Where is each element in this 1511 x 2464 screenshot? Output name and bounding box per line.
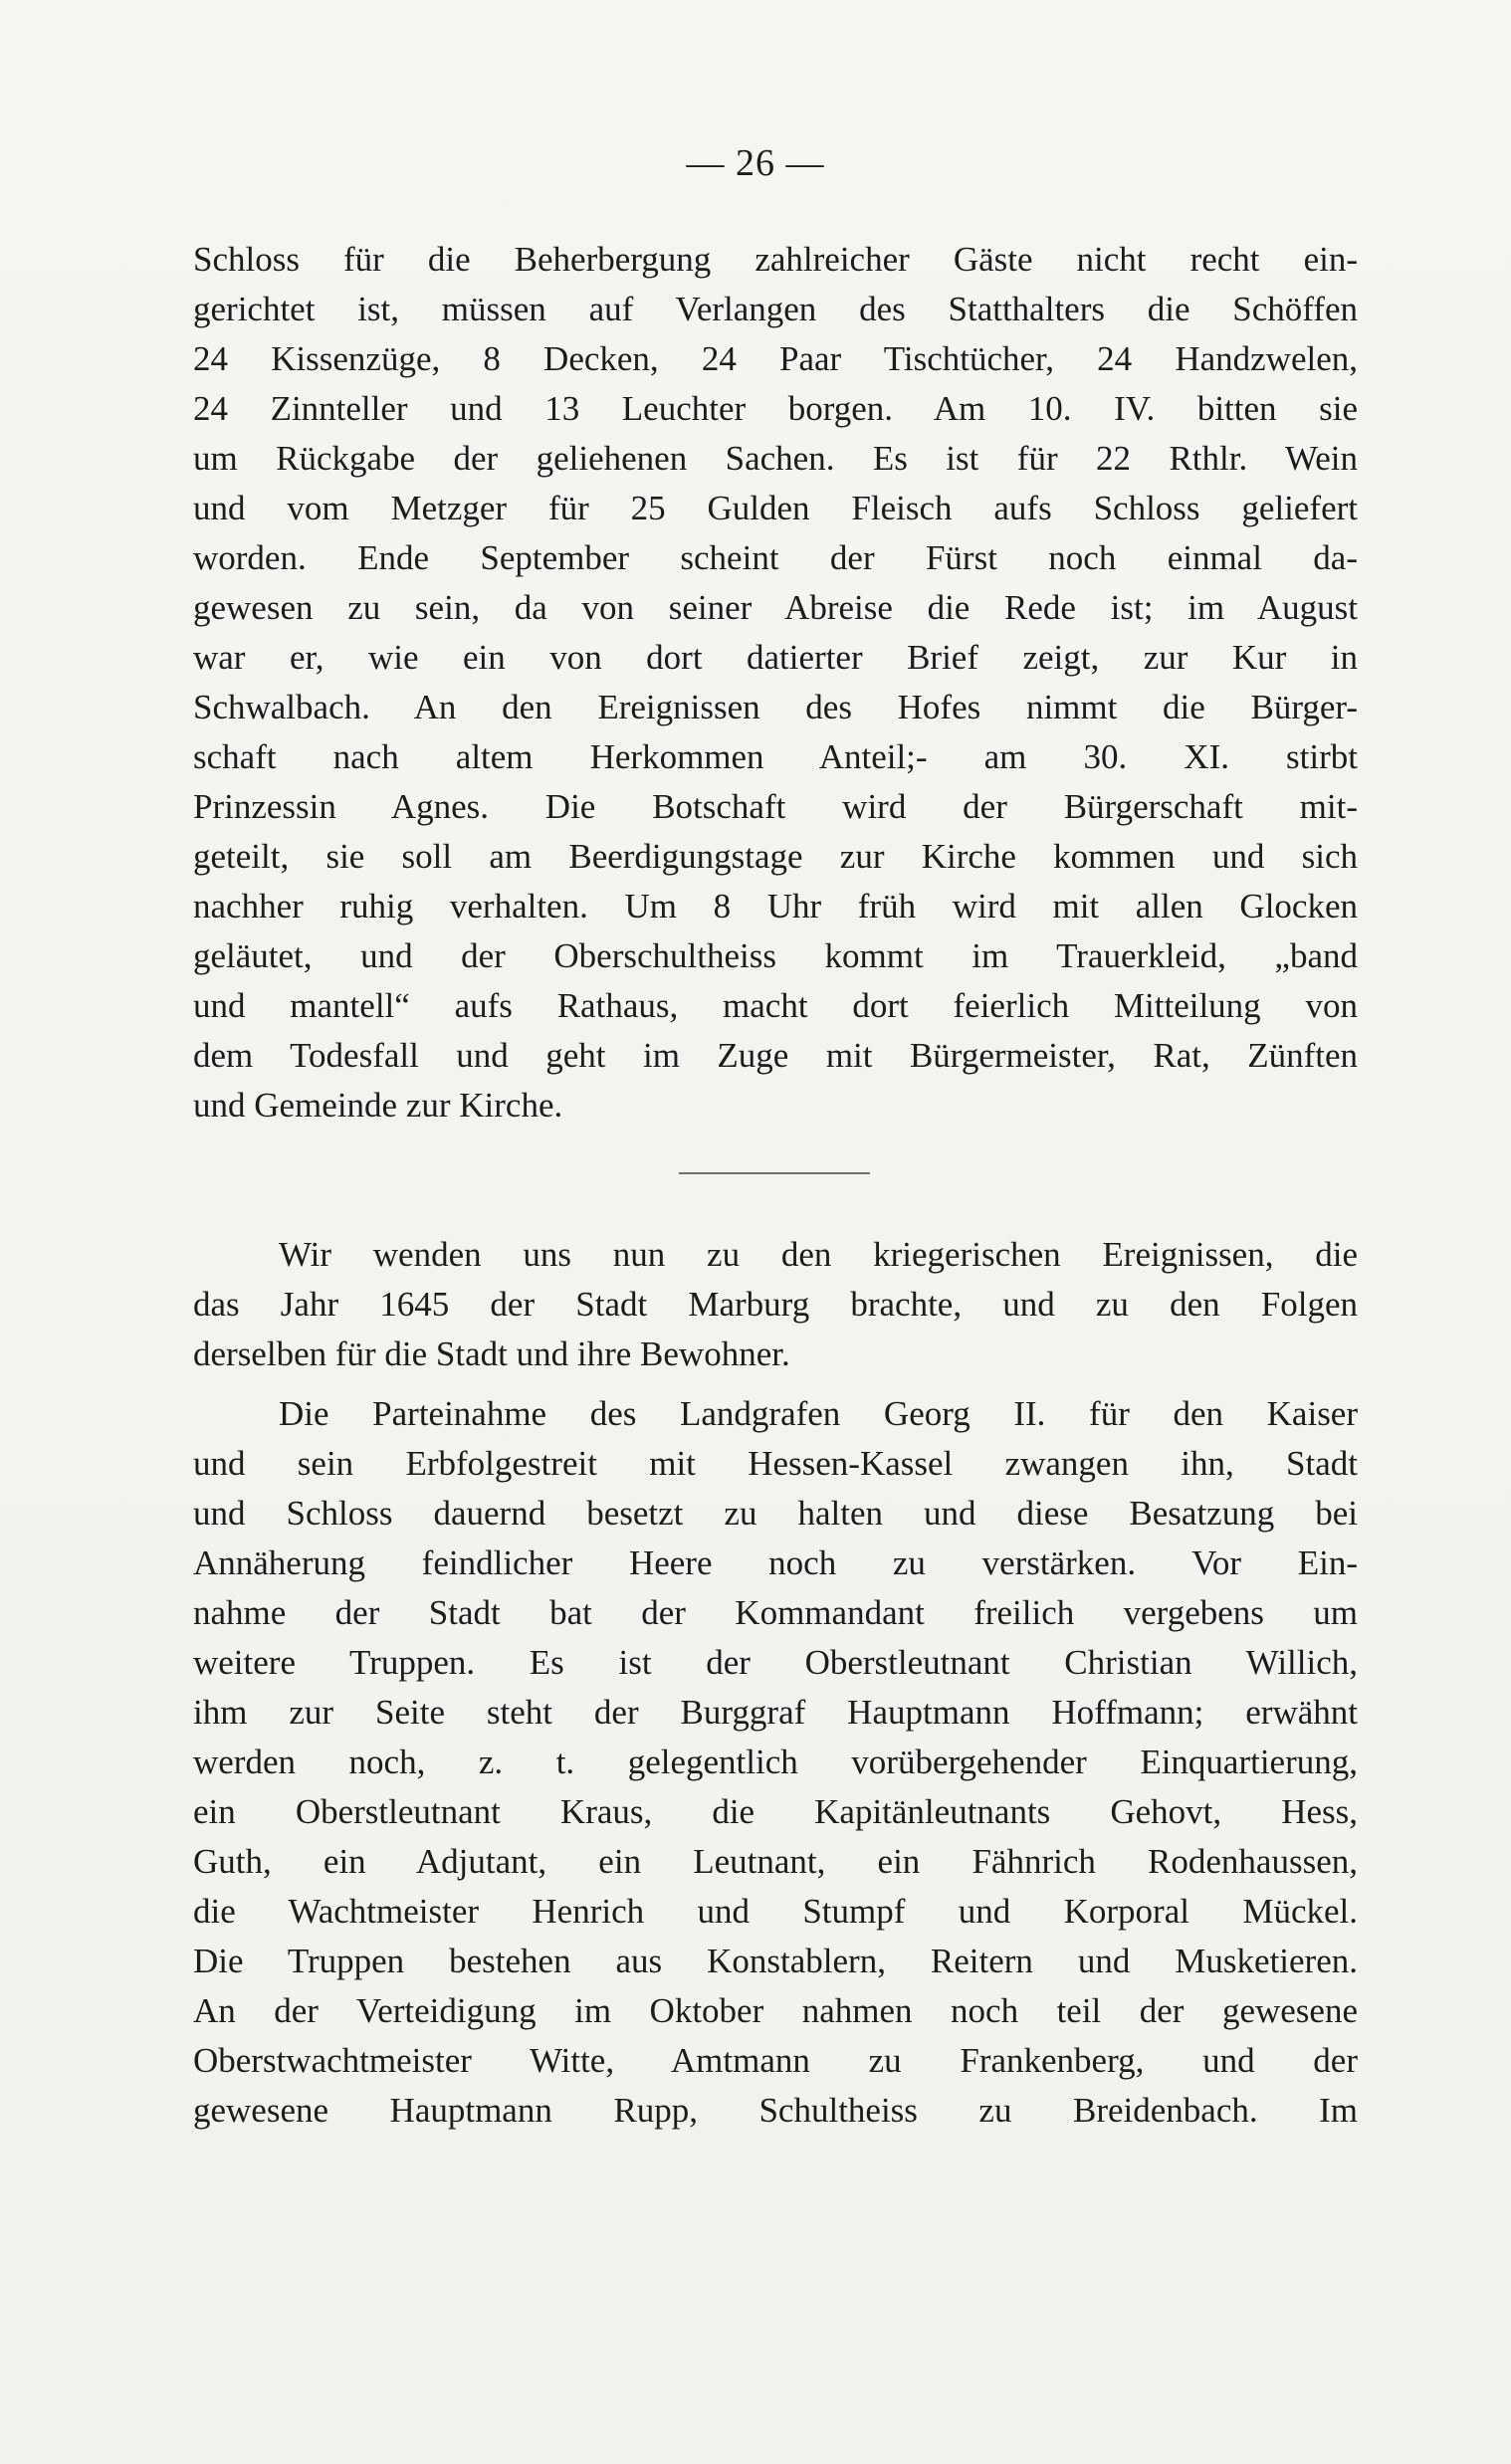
text-line: gewesen zu sein, da von seiner Abreise die Rede ist; im August: [193, 588, 1358, 627]
text-line: Wir wenden uns nun zu den kriegerischen Ereignissen, die: [279, 1235, 1358, 1274]
text-line: 24 Kissenzüge, 8 Decken, 24 Paar Tischtücher, 24 Handzwelen,: [193, 339, 1358, 378]
text-line: gerichtet ist, müssen auf Verlangen des Statthalters die Schöffen: [193, 290, 1358, 328]
text-line: nachher ruhig verhalten. Um 8 Uhr früh wird mit allen Glocken: [193, 887, 1358, 925]
text-line: Schwalbach. An den Ereignissen des Hofes nimmt die Bürger-: [193, 688, 1358, 726]
text-line: werden noch, z. t. gelegentlich vorübergehender Einquartierung,: [193, 1743, 1358, 1781]
text-line: schaft nach altem Herkommen Anteil;- am 30. XI. stirbt: [193, 737, 1358, 776]
text-line: nahme der Stadt bat der Kommandant freilich vergebens um: [193, 1593, 1358, 1632]
text-line: Annäherung feindlicher Heere noch zu verstärken. Vor Ein-: [193, 1543, 1358, 1582]
section-divider: [679, 1172, 870, 1174]
text-line: gewesene Hauptmann Rupp, Schultheiss zu Breidenbach. Im: [193, 2091, 1358, 2130]
text-line: ein Oberstleutnant Kraus, die Kapitänleutnants Gehovt, Hess,: [193, 1792, 1358, 1831]
page-number: — 26 —: [686, 142, 825, 184]
text-line: geteilt, sie soll am Beerdigungstage zur Kirche kommen und sich: [193, 837, 1358, 876]
text-line: Guth, ein Adjutant, ein Leutnant, ein Fähnrich Rodenhaussen,: [193, 1842, 1358, 1881]
text-line: Oberstwachtmeister Witte, Amtmann zu Frankenberg, und der: [193, 2041, 1358, 2080]
text-line: dem Todesfall und geht im Zuge mit Bürgermeister, Rat, Zünften: [193, 1036, 1358, 1075]
text-line: geläutet, und der Oberschultheiss kommt im Trauerkleid, „band: [193, 936, 1358, 975]
text-line: Prinzessin Agnes. Die Botschaft wird der Bürgerschaft mit-: [193, 787, 1358, 826]
text-line: und Schloss dauernd besetzt zu halten und diese Besatzung bei: [193, 1494, 1358, 1533]
text-line: und sein Erbfolgestreit mit Hessen-Kassel zwangen ihn, Stadt: [193, 1444, 1358, 1483]
text-line: die Wachtmeister Henrich und Stumpf und Korporal Mückel.: [193, 1892, 1358, 1931]
text-line: Die Truppen bestehen aus Konstablern, Reitern und Musketieren.: [193, 1942, 1358, 1980]
paragraph-war-events-intro: [193, 1230, 1358, 1379]
text-line: weitere Truppen. Es ist der Oberstleutnant Christian Willich,: [193, 1643, 1358, 1682]
text-line: worden. Ende September scheint der Fürst noch einmal da-: [193, 538, 1358, 577]
text-line: war er, wie ein von dort datierter Brief zeigt, zur Kur in: [193, 638, 1358, 677]
text-line: und Gemeinde zur Kirche.: [193, 1086, 563, 1125]
text-line: An der Verteidigung im Oktober nahmen noch teil der gewesene: [193, 1991, 1358, 2030]
text-line: derselben für die Stadt und ihre Bewohner.: [193, 1335, 790, 1373]
text-line: Schloss für die Beherbergung zahlreicher Gäste nicht recht ein-: [193, 240, 1358, 279]
paragraph-garrison: [193, 1389, 1358, 2136]
text-line: das Jahr 1645 der Stadt Marburg brachte, und zu den Folgen: [193, 1285, 1358, 1324]
text-line: 24 Zinnteller und 13 Leuchter borgen. Am 10. IV. bitten sie: [193, 389, 1358, 428]
text-line: und mantell“ aufs Rathaus, macht dort feierlich Mitteilung von: [193, 986, 1358, 1025]
paragraph-household-and-funeral: [193, 235, 1358, 1130]
text-line: Die Parteinahme des Landgrafen Georg II. für den Kaiser: [279, 1394, 1358, 1433]
text-line: und vom Metzger für 25 Gulden Fleisch aufs Schloss geliefert: [193, 489, 1358, 527]
text-line: um Rückgabe der geliehenen Sachen. Es ist für 22 Rthlr. Wein: [193, 439, 1358, 478]
text-line: ihm zur Seite steht der Burggraf Hauptmann Hoffmann; erwähnt: [193, 1693, 1358, 1732]
